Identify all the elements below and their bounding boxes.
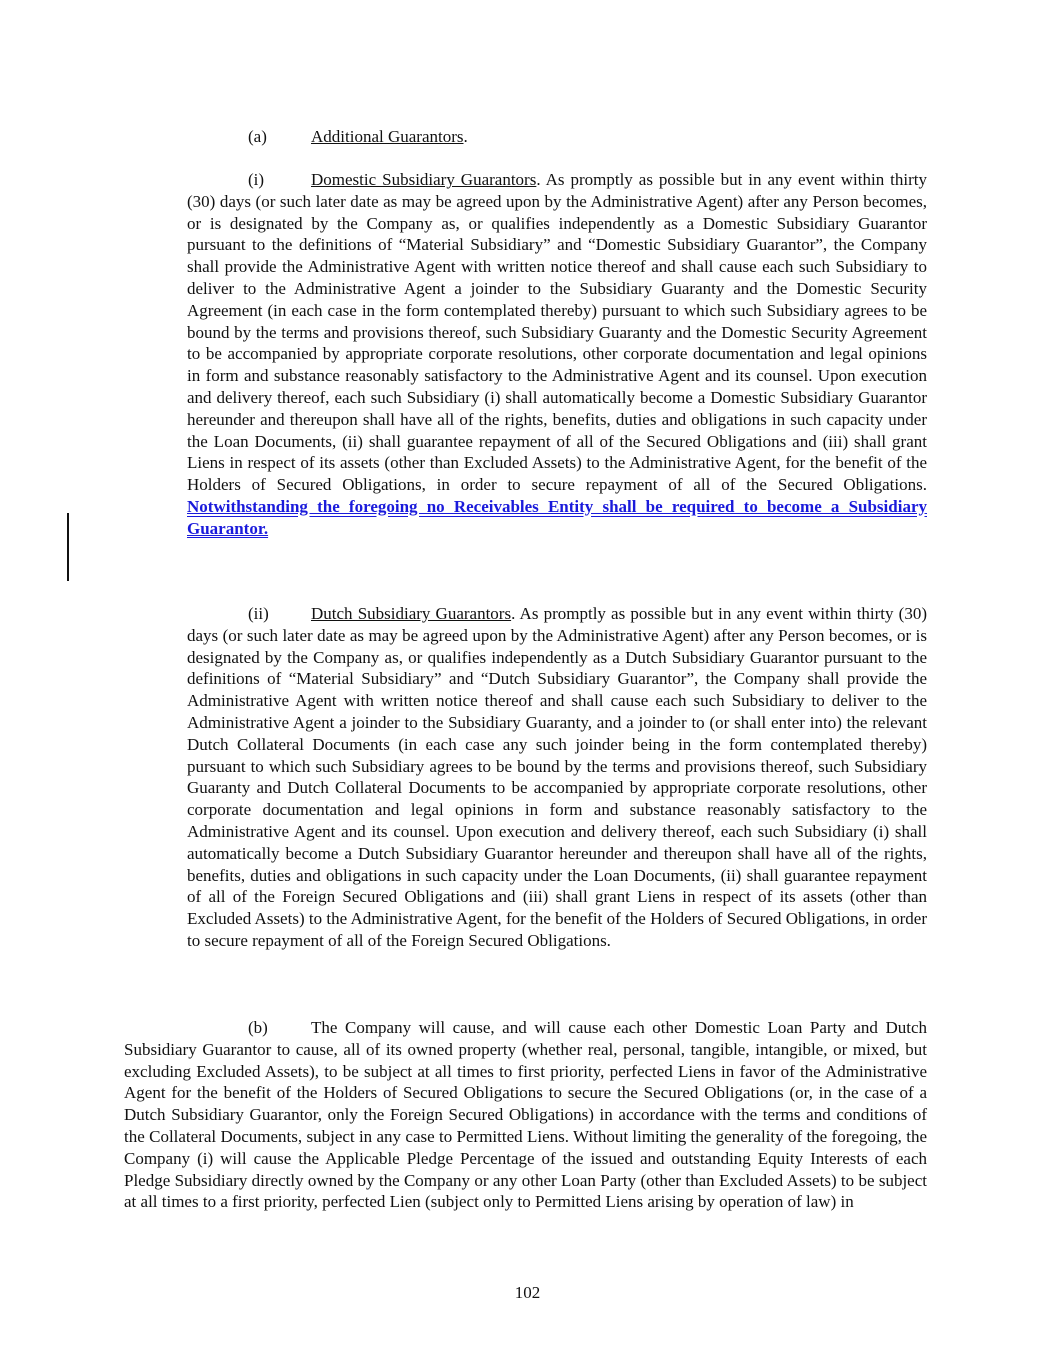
section-i-body: . As promptly as possible but in any event within thirty (30) days (or such later date as may be agreed upon by the Administrative Agent) after any Person becomes, or is designated by the Company as, or qualifies independently as a Domestic Subsidiary Guarantor pursuant to the definitions of “Material Subsidiary” and “Domestic Subsidiary Guarantor”, the Company shall provide the Administrative Agent with written notice thereof and shall cause each such Subsidiary to deliver to the Administrative Agent a joinder to the Subsidiary Guaranty and the Domestic Security Agreement (in each case in the form contemplated thereby) pursuant to which such Subsidiary agrees to be bound by the terms and provisions thereof, such Subsidiary Guaranty and the Domestic Security Agreement to be accompanied by appropriate corporate resolutions, other corporate documentation and legal opinions in form and substance reasonably satisfactory to the Administrative Agent and its counsel. Upon execution and delivery thereof, each such Subsidiary (i) shall automatically become a Domestic Subsidiary Guarantor hereunder and thereupon shall have all of the rights, benefits, duties and obligations in such capacity under the Loan Documents, (ii) shall guarantee repayment of all of the Secured Obligations and (iii) shall grant Liens in respect of its assets (other than Excluded Assets) to the Administrative Agent, for the benefit of the Holders of Secured Obligations, in order to secure repayment of all of the Secured Obligations. — [187, 170, 927, 495]
section-ii-body: . As promptly as possible but in any event within thirty (30) days (or such later date as may be agreed upon by the Administrative Agent) after any Person becomes, or is designated by the Company as, or qualifies independently as a Dutch Subsidiary Guarantor pursuant to the definitions of “Material Subsidiary” and “Dutch Subsidiary Guarantor”, the Company shall provide the Administrative Agent with written notice thereof and shall cause each such Subsidiary to deliver to the Administrative Agent a joinder to the Subsidiary Guaranty, and a joinder to (or shall enter into) the relevant Dutch Collateral Documents (in each case any such joinder being in the form contemplated thereby) pursuant to which such Subsidiary agrees to be bound by the terms and provisions thereof, such Subsidiary Guaranty and Dutch Collateral Documents to be accompanied by appropriate corporate resolutions, other corporate documentation and legal opinions in form and substance reasonably satisfactory to the Administrative Agent and its counsel. Upon execution and delivery thereof, each such Subsidiary (i) shall automatically become a Dutch Subsidiary Guarantor hereunder and thereupon shall have all of the rights, benefits, duties and obligations in such capacity under the Loan Documents, (ii) shall guarantee repayment of all of the Foreign Secured Obligations and (iii) shall grant Liens in respect of its assets (other than Excluded Assets) to the Administrative Agent, for the benefit of the Holders of Secured Obligations, in order to secure repayment of all of the Foreign Secured Obligations. — [187, 604, 927, 950]
section-a-title: Additional Guarantors — [311, 127, 464, 146]
revision-change-bar — [67, 513, 69, 581]
inserted-text-revision: Notwithstanding the foregoing no Receivables Entity shall be required to become a Subsidiary Guarantor. — [187, 496, 927, 538]
section-b-number: (b) — [248, 1018, 268, 1037]
section-i-number: (i) — [248, 170, 265, 189]
section-i-paragraph — [187, 169, 927, 540]
section-a-heading — [248, 126, 648, 148]
section-b-body: The Company will cause, and will cause each other Domestic Loan Party and Dutch Subsidiary Guarantor to cause, all of its owned property (whether real, personal, tangible, intangible, or mixed, but excluding Excluded Assets), to be subject at all times to first priority, perfected Liens in favor of the Administrative Agent for the benefit of the Holders of Secured Obligations to secure the Secured Obligations (or, in the case of a Dutch Subsidiary Guarantor, only the Foreign Secured Obligations) in accordance with the terms and conditions of the Collateral Documents, subject in any case to Permitted Liens. Without limiting the generality of the foregoing, the Company (i) will cause the Applicable Pledge Percentage of the issued and outstanding Equity Interests of each Pledge Subsidiary directly owned by the Company or any other Loan Party (other than Excluded Assets) to be subject at all times to a first priority, perfected Lien (subject only to Permitted Liens arising by operation of law) in — [124, 1018, 927, 1212]
section-ii-number: (ii) — [248, 604, 269, 623]
page-number: 102 — [514, 1283, 541, 1302]
section-ii-paragraph — [187, 603, 927, 952]
section-i-title: Domestic Subsidiary Guarantors — [311, 170, 537, 189]
section-b-paragraph — [124, 1017, 927, 1213]
section-ii-title: Dutch Subsidiary Guarantors — [311, 604, 512, 623]
section-a-title-period: . — [463, 127, 468, 146]
section-a-number: (a) — [248, 127, 267, 146]
